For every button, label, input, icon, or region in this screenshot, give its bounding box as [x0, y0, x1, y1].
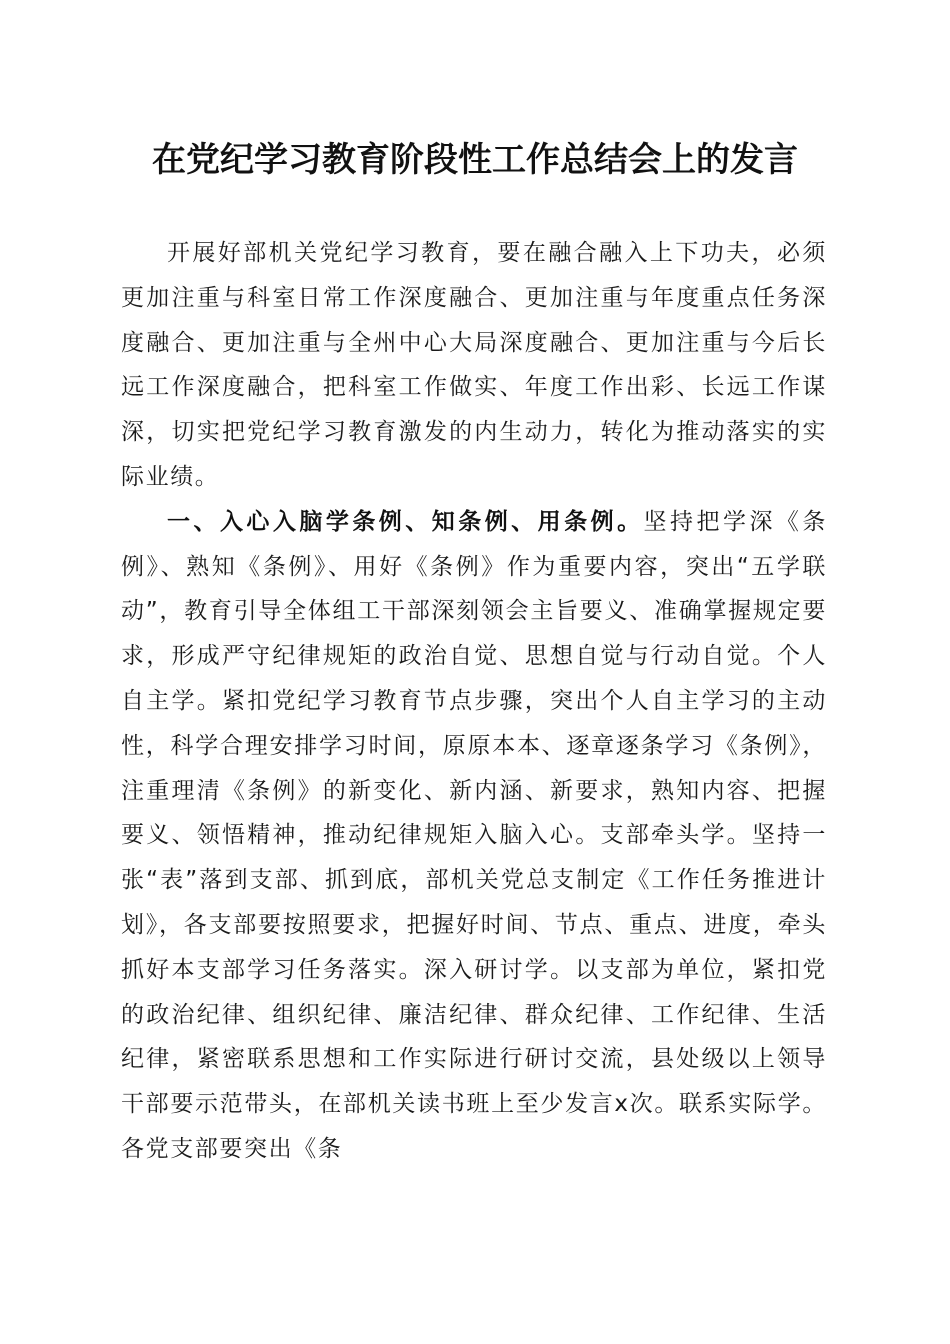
section-heading: 一、入心入脑学条例、知条例、用条例。 — [167, 508, 644, 535]
paragraph-text: 开展好部机关党纪学习教育，要在融合融入上下功夫，必须更加注重与科室日常工作深度融合、更加注重与年度重点任务深度融合、更加注重与全州中心大局深度融合、更加注重与今后长远工作深度融合，把科室工作做实、年度工作出彩、长远工作谋深，切实把党纪学习教育激发的内生动力，转化为推动落实的实际业绩。 — [121, 240, 827, 490]
paragraph-section-1 — [121, 500, 827, 1172]
paragraph-intro — [121, 231, 827, 500]
document-body — [121, 231, 827, 1172]
document-title: 在党纪学习教育阶段性工作总结会上的发言 — [152, 140, 798, 180]
paragraph-text: 坚持把学深《条例》、熟知《条例》、用好《条例》作为重要内容，突出“五学联动”，教育引导全体组工干部深刻领会主旨要义、准确掌握规定要求，形成严守纪律规矩的政治自觉、思想自觉与行动自觉。个人自主学。紧扣党纪学习教育节点步骤，突出个人自主学习的主动性，科学合理安排学习时间，原原本本、逐章逐条学习《条例》，注重理清《条例》的新变化、新内涵、新要求，熟知内容、把握要义、领悟精神，推动纪律规矩入脑入心。支部牵头学。坚持一张“表”落到支部、抓到底，部机关党总支制定《工作任务推进计划》，各支部要按照要求，把握好时间、节点、重点、进度，牵头抓好本支部学习任务落实。深入研讨学。以支部为单位，紧扣党的政治纪律、组织纪律、廉洁纪律、群众纪律、工作纪律、生活纪律，紧密联系思想和工作实际进行研讨交流，县处级以上领导干部要示范带头，在部机关读书班上至少发言x次。联系实际学。各党支部要突出《条 — [121, 508, 827, 1162]
